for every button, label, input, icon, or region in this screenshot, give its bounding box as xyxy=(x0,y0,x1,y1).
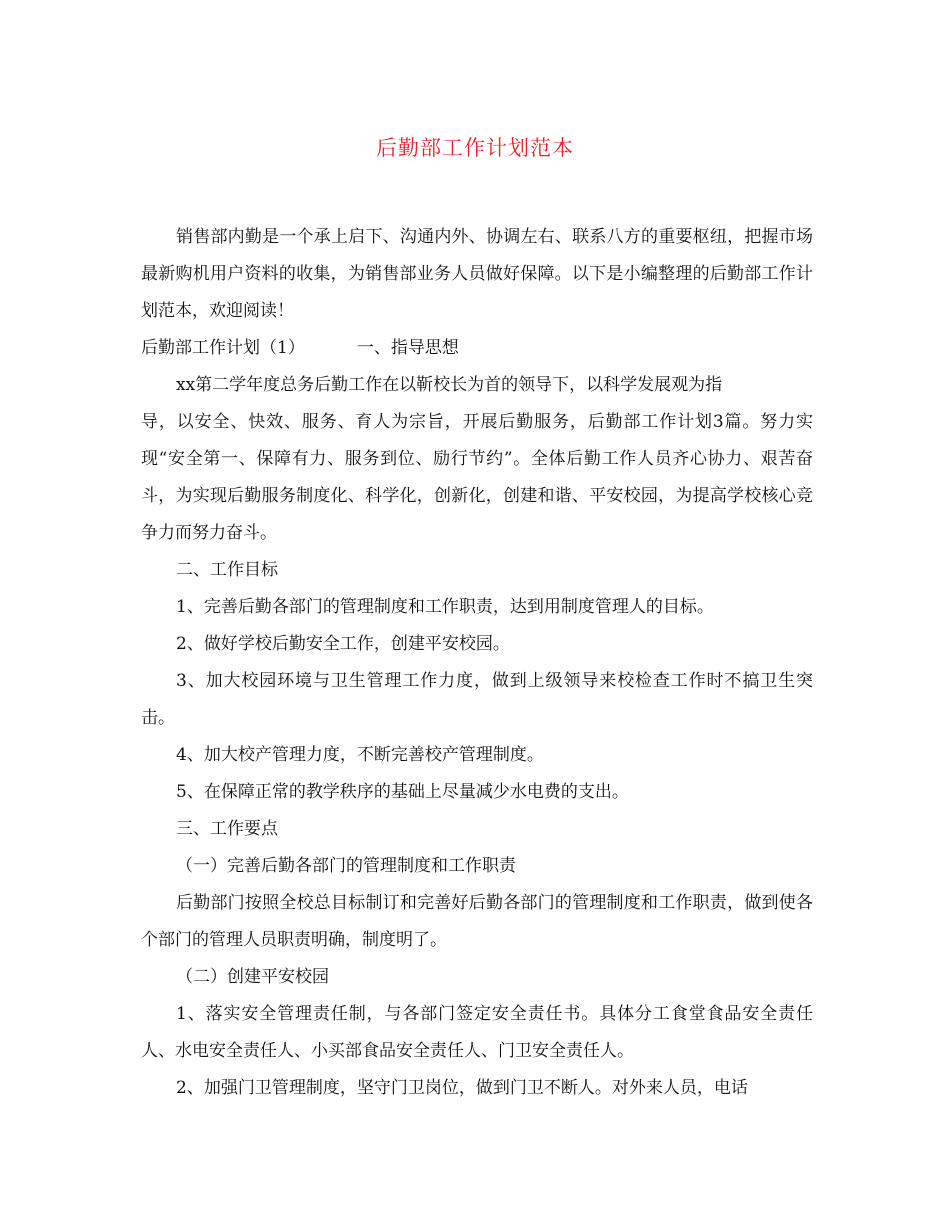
document-title: 后勤部工作计划范本 xyxy=(376,136,574,160)
point1-paragraph: 后勤部门按照全校总目标制订和完善好后勤各部门的管理制度和工作职责，做到使各个部门的管理人员职责明确，制度明了。 xyxy=(141,893,813,950)
goal-item: 3、加大校园环境与卫生管理工作力度，做到上级领导来校检查工作时不搞卫生突击。 xyxy=(141,671,813,728)
section2-heading: 二、工作目标 xyxy=(176,560,278,580)
goal-item: 4、加大校产管理力度，不断完善校产管理制度。 xyxy=(176,745,544,765)
intro-paragraph: 销售部内勤是一个承上启下、沟通内外、协调左右、联系八方的重要枢纽，把握市场最新购机用户资料的收集，为销售部业务人员做好保障。以下是小编整理的后勤部工作计划范本，欢迎阅读！ xyxy=(141,227,813,321)
plan-heading-line xyxy=(141,330,813,367)
section3-heading: 三、工作要点 xyxy=(176,819,278,839)
goal-item: 5、在保障正常的教学秩序的基础上尽量减少水电费的支出。 xyxy=(176,782,629,802)
section1-heading: 一、指导思想 xyxy=(356,338,459,358)
section1-paragraph-rest: 导，以安全、快效、服务、育人为宗旨，开展后勤服务，后勤部工作计划3篇。努力实现“安全第一、保障有力、服务到位、励行节约”。全体后勤工作人员齐心协力、艰苦奋斗，为实现后勤服务制度化、科学化，创新化，创建和谐、平安校园，为提高学校核心竞争力而努力奋斗。 xyxy=(141,412,813,543)
section1-first-line: xx第二学年度总务后勤工作在以靳校长为首的领导下，以科学发展观为指 xyxy=(176,375,723,395)
plan-heading: 后勤部工作计划（1） xyxy=(141,338,305,358)
point1-heading: （一）完善后勤各部门的管理制度和工作职责 xyxy=(176,856,516,876)
point2-item: 1、落实安全管理责任制，与各部门签定安全责任书。具体分工食堂食品安全责任人、水电安全责任人、小买部食品安全责任人、门卫安全责任人。 xyxy=(141,1004,813,1061)
point2-item: 2、加强门卫管理制度，坚守门卫岗位，做到门卫不断人。对外来人员，电话 xyxy=(176,1078,748,1098)
goal-item: 1、完善后勤各部门的管理制度和工作职责，达到用制度管理人的目标。 xyxy=(176,597,714,617)
goal-item: 2、做好学校后勤安全工作，创建平安校园。 xyxy=(176,634,510,654)
point2-heading: （二）创建平安校园 xyxy=(176,967,329,987)
document-body xyxy=(141,219,813,1107)
